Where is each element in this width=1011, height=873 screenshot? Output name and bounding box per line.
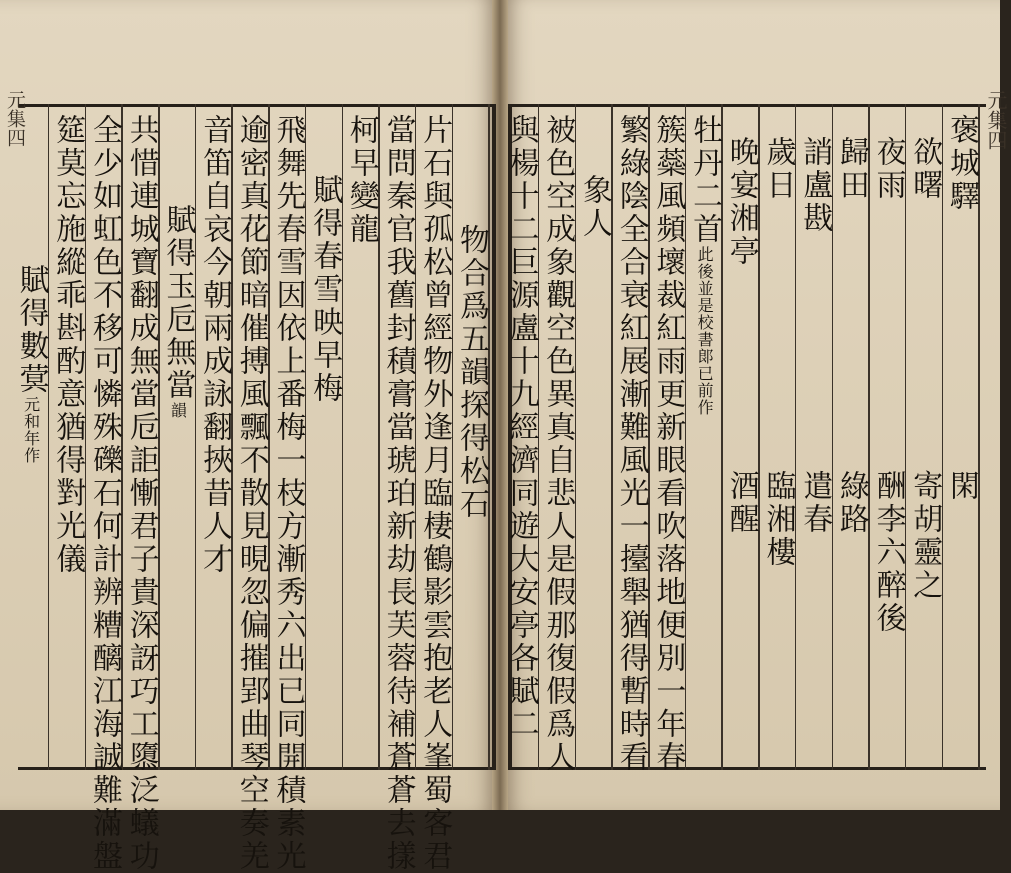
column-lower-title: 酬李六醉後 <box>870 470 906 635</box>
column-annotation: 元和年作 <box>21 396 41 464</box>
text-column <box>760 136 796 202</box>
text-column <box>380 114 416 873</box>
column-text: 褒城驛 <box>944 114 979 213</box>
text-column <box>13 264 49 464</box>
text-column <box>503 114 539 741</box>
text-column <box>796 136 832 235</box>
column-text: 賦得玉卮無當 <box>160 204 196 402</box>
text-column <box>416 114 452 873</box>
column-text: 全少如虹色不移可憐殊礫石何計辨糟醨江海誠難滿盤 <box>87 114 122 873</box>
text-column <box>723 136 759 268</box>
text-column <box>870 136 906 202</box>
column-text: 欲曙 <box>907 136 943 202</box>
column-text: 逾密真花節暗催搏風飄不散見晛忽偏摧郢曲琴空奏羌 <box>233 114 269 873</box>
column-text: 被色空成象觀空色異真自悲人是假那復假爲人 <box>540 114 576 774</box>
column-text: 賦得春雪映早梅 <box>307 174 343 405</box>
text-column <box>343 114 379 246</box>
column-rule <box>942 104 944 770</box>
column-text: 與楊十二巨源盧十九經濟同遊大安亭各賦二 <box>503 114 539 741</box>
column-text: 當問秦官我舊封積膏當琥珀新劫長芙蓉待補蒼蒼去㨾 <box>380 114 416 873</box>
column-text: 歸田 <box>833 136 869 202</box>
column-text: 繁綠陰全合衰紅展漸難風光一擡舉猶得暫時看 <box>613 114 649 774</box>
text-column <box>196 114 232 576</box>
column-lower-title: 綠路 <box>833 470 869 536</box>
column-lower-title: 閑 <box>944 470 979 503</box>
text-column <box>576 174 612 240</box>
column-text: 飛舞先春雪因依上番梅一枝方漸秀六出已同開積素光 <box>270 114 306 873</box>
column-annotation: 此後並是校書郞已前作 <box>695 246 715 416</box>
column-rule <box>795 104 797 770</box>
text-column <box>649 114 685 774</box>
column-text: 晚宴湘亭 <box>723 136 759 268</box>
column-text: 象人 <box>577 174 612 240</box>
text-column <box>686 114 722 416</box>
column-text: 夜雨 <box>870 136 906 202</box>
column-text: 誚盧戡 <box>797 136 833 235</box>
left-margin-label: 元集四 <box>4 90 26 147</box>
column-lower-title: 遣春 <box>797 470 833 536</box>
column-rule <box>868 104 870 770</box>
column-annotation: 韻 <box>168 402 188 419</box>
column-lower-title: 寄胡靈之 <box>907 470 943 602</box>
column-text: 歲日 <box>760 136 796 202</box>
column-text: 物合爲五韻探得松石 <box>454 224 489 521</box>
text-column <box>159 204 195 419</box>
column-text: 牡丹二首 <box>687 114 723 246</box>
column-rule <box>905 104 907 770</box>
column-text: 簇蘂風頻壞裁紅雨更新眼看吹落地便別一年春 <box>650 114 686 774</box>
text-column <box>943 114 979 213</box>
column-text: 柯早變龍 <box>343 114 379 246</box>
column-text: 賦得數蓂 <box>13 264 49 396</box>
text-column <box>49 114 85 576</box>
column-text: 筵莫忘施縱乖斟酌意猶得對光儀 <box>50 114 86 576</box>
column-text: 片石與孤松曾經物外逢月臨棲鶴影雲抱老人峯蜀客君 <box>417 114 453 873</box>
text-column <box>270 114 306 873</box>
column-text: 音笛自哀今朝兩成詠翻挾昔人才 <box>197 114 233 576</box>
column-text: 共惜連城寶翻成無當卮詎慚君子貴深訝巧工隳泛蟻功 <box>123 114 159 873</box>
text-column <box>86 114 122 873</box>
text-column <box>539 114 575 774</box>
text-column <box>233 114 269 873</box>
text-column <box>453 224 489 521</box>
text-column <box>123 114 159 873</box>
text-column <box>906 136 942 202</box>
text-column <box>613 114 649 774</box>
column-lower-title: 酒醒 <box>723 470 759 536</box>
text-column <box>833 136 869 202</box>
right-margin-label: 元集四 <box>984 90 1008 150</box>
text-column <box>306 174 342 405</box>
column-lower-title: 臨湘樓 <box>760 470 796 569</box>
